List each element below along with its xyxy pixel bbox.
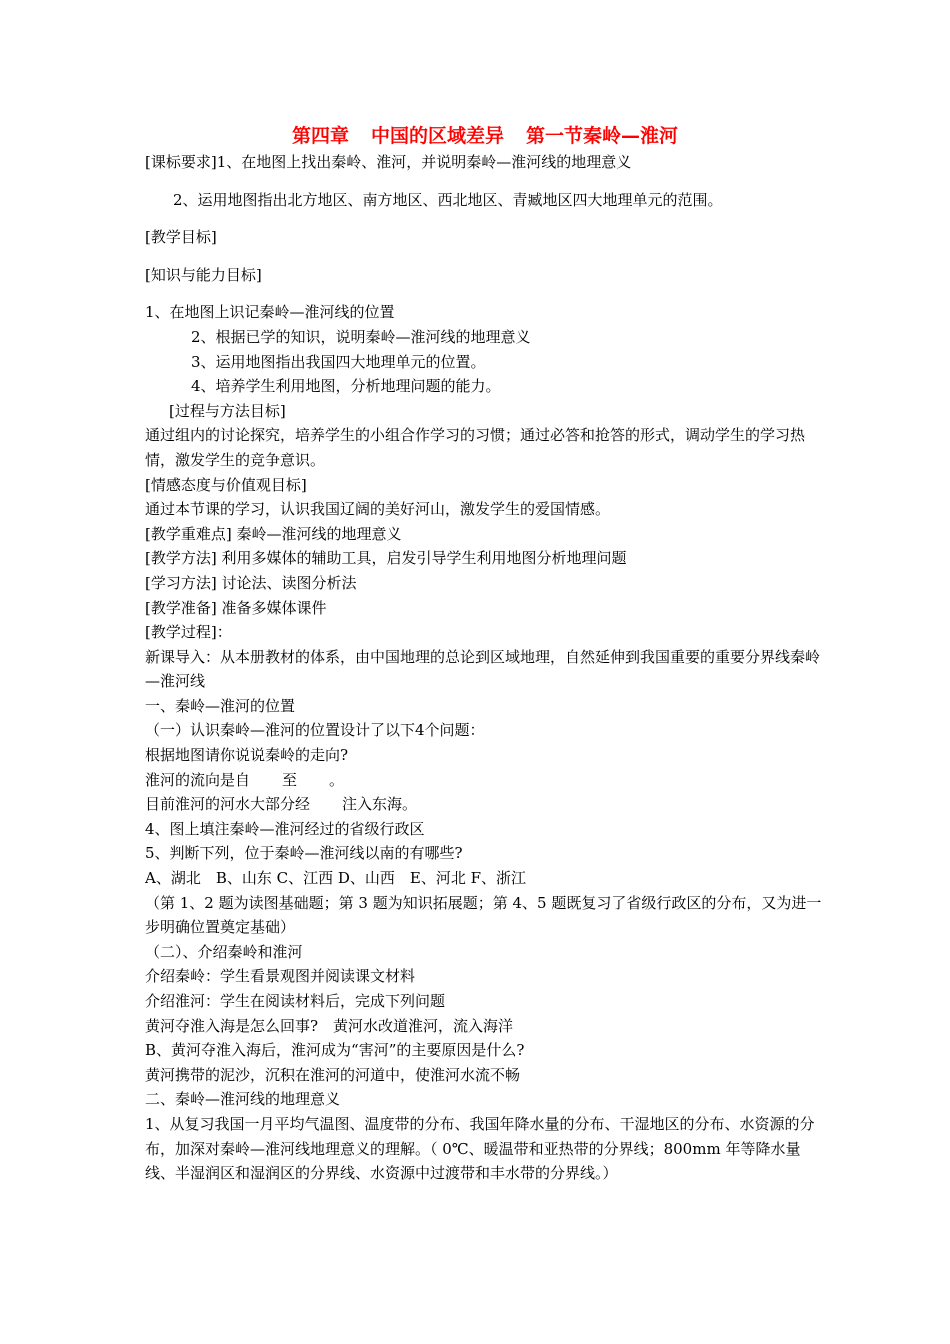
- subsection-1-heading: （一）认识秦岭—淮河的位置设计了以下4个问题：: [145, 721, 485, 740]
- section-2-heading: 二、秦岭—淮河线的地理意义: [145, 1090, 341, 1109]
- teaching-process-heading: [教学过程]：: [145, 623, 232, 642]
- questions-note: （第 1、2 题为读图基础题；第 3 题为知识拓展题；第 4、5 题既复习了省级行政区的分布，又为进一步明确位置奠定基础）: [145, 893, 822, 937]
- question-2: [145, 768, 825, 793]
- section-2-item-1: 1、从复习我国一月平均气温图、温度带的分布、我国年降水量的分布、干湿地区的分布、水资源的分布，加深对秦岭—淮河线地理意义的理解。（ 0℃、暖温带和亚热带的分界线；800mm 年等降水量线、半湿润区和湿润区的分界线、水资源中过渡带和丰水带的分界线。）: [145, 1114, 815, 1183]
- subsection-2-heading: （二）、介绍秦岭和淮河: [145, 942, 303, 961]
- document-page: [145, 122, 825, 1186]
- question-5: 5、判断下列，位于秦岭—淮河线以南的有哪些?: [145, 844, 463, 863]
- emotion-goal-heading: [情感态度与价值观目标]: [145, 475, 307, 494]
- curriculum-requirement-1: [课标要求]1、在地图上找出秦岭、淮河，并说明秦岭—淮河线的地理意义: [145, 153, 632, 171]
- question-3-part-a: 目前淮河的河水大部分经: [145, 795, 311, 814]
- question-1: 根据地图请你说说秦岭的走向?: [145, 746, 349, 765]
- answer-b: 黄河携带的泥沙，沉积在淮河的河道中，使淮河水流不畅: [145, 1065, 521, 1084]
- lesson-introduction: 新课导入：从本册教材的体系，由中国地理的总论到区域地理，自然延伸到我国重要的重要分界线秦岭—淮河线: [145, 647, 821, 691]
- introduce-huaihe: 介绍淮河：学生在阅读材料后，完成下列问题: [145, 992, 446, 1010]
- section-1-heading: 一、秦岭—淮河的位置: [145, 696, 296, 715]
- teaching-method: [教学方法] 利用多媒体的辅助工具，启发引导学生利用地图分析地理问题: [145, 549, 627, 568]
- knowledge-item-1: 1、在地图上识记秦岭—淮河线的位置: [145, 303, 395, 322]
- question-2-part-c: 。: [329, 770, 345, 789]
- emotion-goal-text: 通过本节课的学习，认识我国辽阔的美好河山，激发学生的爱国情感。: [145, 500, 611, 519]
- title-chapter: 第四章: [291, 125, 349, 147]
- teaching-preparation: [教学准备] 准备多媒体课件: [145, 598, 327, 617]
- knowledge-item-2: 2、根据已学的知识，说明秦岭—淮河线的地理意义: [191, 327, 531, 346]
- curriculum-requirement-2: 2、运用地图指出北方地区、南方地区、西北地区、青臧地区四大地理单元的范围。: [173, 190, 723, 209]
- question-b: B、黄河夺淮入海后，淮河成为“害河”的主要原因是什么?: [145, 1041, 525, 1060]
- knowledge-goal-heading: [知识与能力目标]: [145, 265, 262, 284]
- document-title: [145, 122, 825, 150]
- question-3-part-b: 注入东海。: [342, 795, 418, 814]
- question-2-part-b: 至: [282, 770, 298, 789]
- knowledge-item-3: 3、运用地图指出我国四大地理单元的位置。: [191, 352, 486, 371]
- key-difficult-point: [教学重难点] 秦岭—淮河线的地理意义: [145, 524, 402, 543]
- question-4: 4、图上填注秦岭—淮河经过的省级行政区: [145, 819, 425, 838]
- title-topic: 中国的区域差异: [370, 125, 504, 147]
- process-goal-text: 通过组内的讨论探究，培养学生的小组合作学习的习惯；通过必答和抢答的形式，调动学生的学习热情，激发学生的竞争意识。: [145, 426, 806, 469]
- process-goal-heading: [过程与方法目标]: [169, 401, 286, 420]
- teaching-goal-heading: [教学目标]: [145, 228, 217, 247]
- learning-method: [学习方法] 讨论法、读图分析法: [145, 573, 357, 592]
- knowledge-item-4: 4、培养学生利用地图，分析地理问题的能力。: [191, 377, 501, 396]
- question-2-part-a: 淮河的流向是自: [145, 770, 251, 789]
- question-3: [145, 792, 825, 817]
- yellow-river-question: 黄河夺淮入海是怎么回事? 黄河水改道淮河，流入海洋: [145, 1016, 514, 1035]
- question-5-options: A、湖北 B、山东 C、江西 D、山西 E、河北 F、浙江: [145, 869, 527, 888]
- title-section: 第一节秦岭—淮河: [526, 125, 679, 147]
- introduce-qinling: 介绍秦岭：学生看景观图并阅读课文材料: [145, 967, 416, 986]
